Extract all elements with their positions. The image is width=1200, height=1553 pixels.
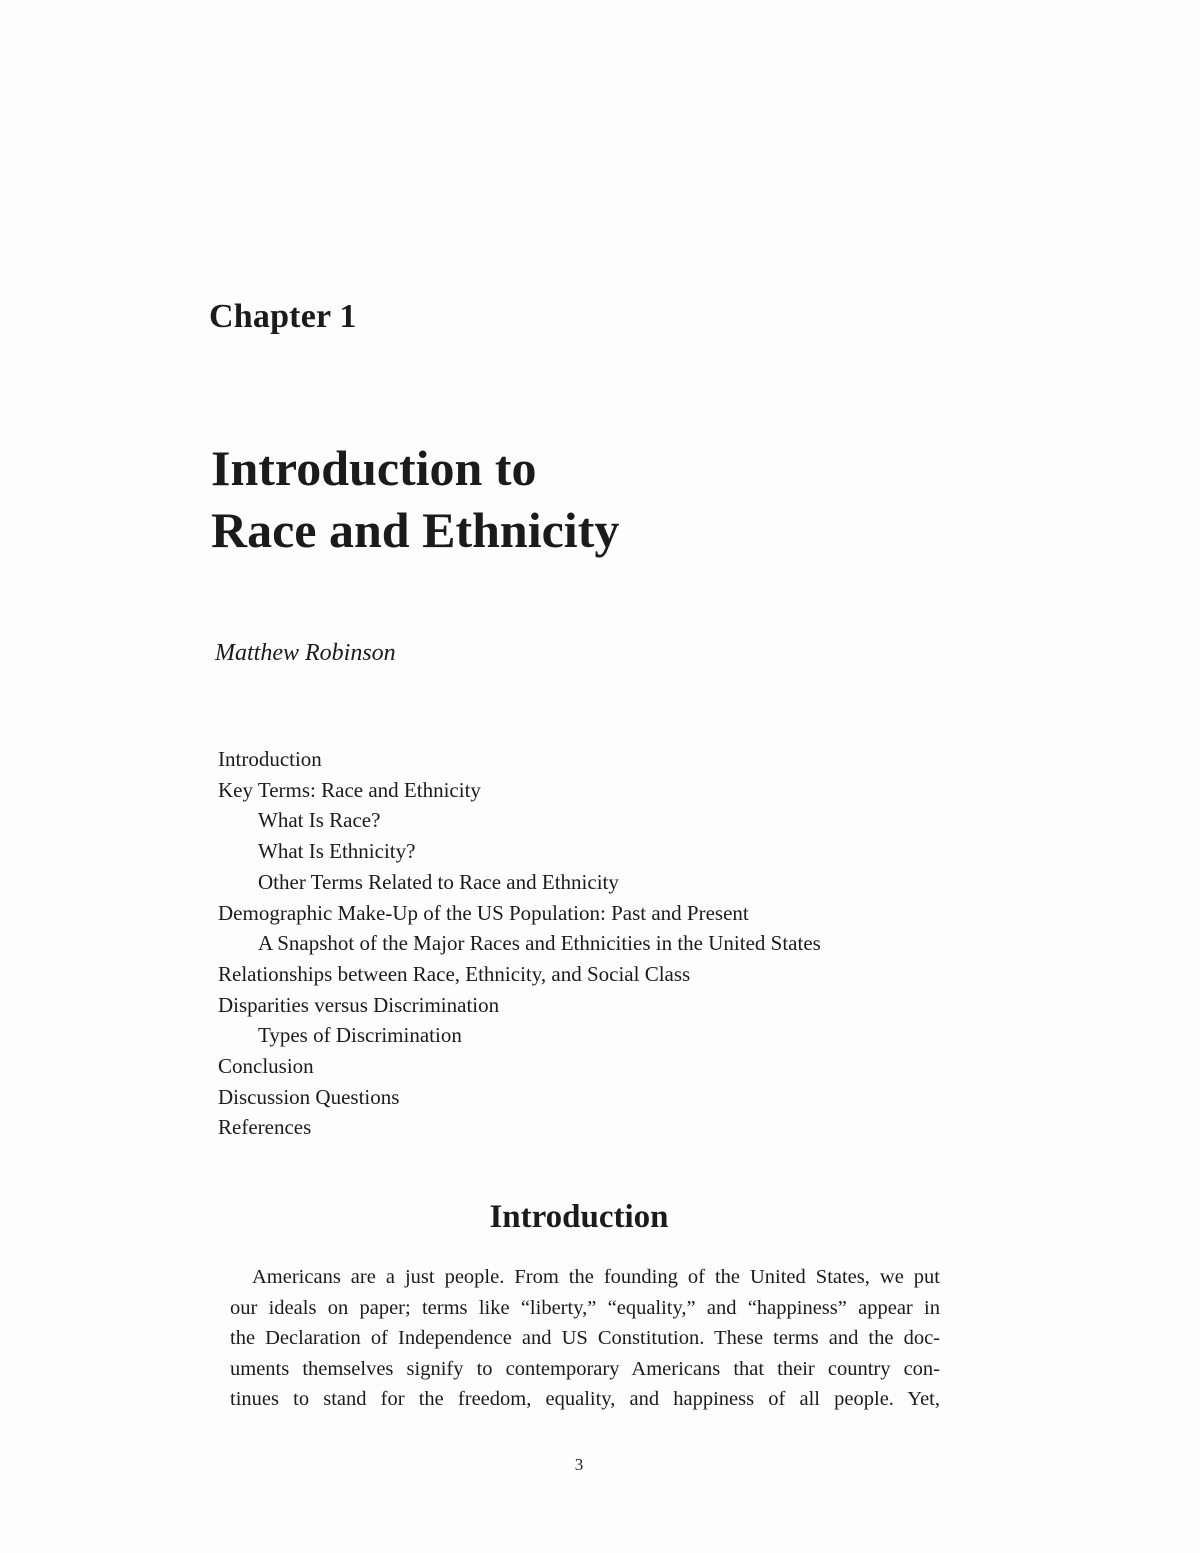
outline-item: References	[218, 1115, 312, 1140]
body-line: uments themselves signify to contemporary Americans that their country con-	[230, 1357, 940, 1380]
chapter-outline	[218, 744, 821, 1143]
outline-item: Key Terms: Race and Ethnicity	[218, 777, 481, 802]
body-line: the Declaration of Independence and US Constitution. These terms and the doc-	[230, 1327, 940, 1350]
body-line: our ideals on paper; terms like “liberty,” “equality,” and “happiness” appear in	[230, 1296, 940, 1319]
chapter-title	[211, 437, 619, 561]
outline-item: Conclusion	[218, 1054, 314, 1079]
outline-subitem: Types of Discrimination	[258, 1023, 462, 1048]
page-number: 3	[574, 1455, 584, 1474]
outline-item: Disparities versus Discrimination	[218, 992, 500, 1017]
body-paragraph	[230, 1262, 940, 1415]
chapter-label: Chapter 1	[209, 298, 357, 335]
outline-item: Relationships between Race, Ethnicity, and Social Class	[218, 961, 691, 986]
outline-subitem: What Is Race?	[258, 808, 381, 833]
outline-subitem: What Is Ethnicity?	[258, 839, 416, 864]
outline-item: Introduction	[218, 747, 322, 771]
outline-item: Discussion Questions	[218, 1084, 400, 1109]
chapter-title-line: Introduction to	[211, 440, 537, 496]
body-line: tinues to stand for the freedom, equality, and happiness of all people. Yet,	[230, 1388, 940, 1411]
outline-subitem: A Snapshot of the Major Races and Ethnicities in the United States	[258, 931, 821, 956]
body-line: Americans are a just people. From the founding of the United States, we put	[252, 1266, 940, 1288]
chapter-author: Matthew Robinson	[215, 640, 396, 666]
chapter-title-line: Race and Ethnicity	[211, 502, 620, 558]
outline-item: Demographic Make-Up of the US Population: Past and Present	[218, 900, 749, 925]
outline-subitem: Other Terms Related to Race and Ethnicity	[258, 869, 619, 894]
section-heading: Introduction	[489, 1199, 669, 1235]
